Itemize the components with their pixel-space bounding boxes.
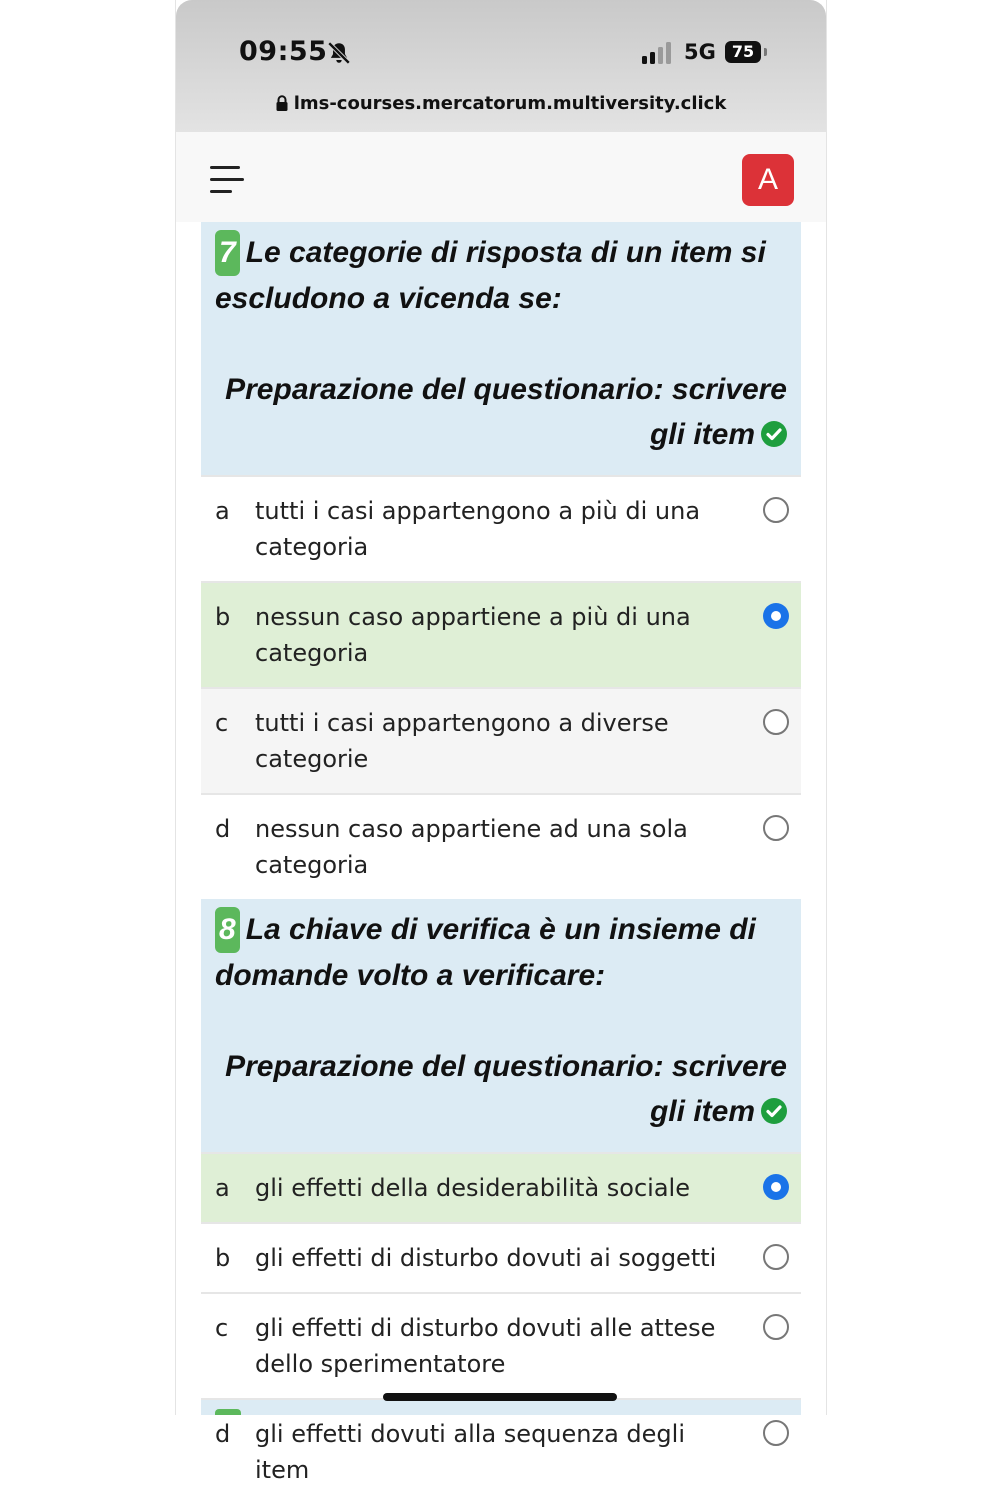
question-header (201, 222, 801, 475)
option-letter: c (215, 709, 229, 737)
question-section: Preparazione del questionario: scrivere gli item (225, 373, 787, 451)
question-text: 7 Le categorie di risposta di un item si escludono a vicenda se: (215, 230, 787, 321)
status-bar (176, 0, 826, 132)
user-avatar-button[interactable]: A (742, 154, 794, 206)
option-letter: b (215, 603, 231, 631)
option-letter: a (215, 1174, 230, 1202)
option-letter: c (215, 1314, 229, 1342)
answer-option-selected[interactable] (201, 1152, 801, 1222)
radio-button-checked[interactable] (763, 1174, 789, 1200)
option-text: nessun caso appartiene ad una sola categoria (255, 815, 688, 879)
network-type: 5G (684, 40, 716, 64)
battery-tip (764, 48, 767, 56)
answer-option[interactable] (201, 1292, 801, 1398)
lock-icon (276, 95, 288, 111)
option-letter: a (215, 497, 230, 525)
option-text: gli effetti di disturbo dovuti alle attese dello sperimentatore (255, 1314, 716, 1378)
status-time: 09:55 (239, 36, 328, 67)
question-header (201, 899, 801, 1152)
option-text: gli effetti della desiderabilità sociale (255, 1174, 690, 1202)
battery-icon: 75 (725, 41, 761, 63)
question-section: Preparazione del questionario: scrivere gli item (225, 1050, 787, 1128)
question-text: 8 La chiave di verifica è un insieme di domande volto a verificare: (215, 907, 787, 998)
radio-button[interactable] (763, 815, 789, 841)
option-text: nessun caso appartiene a più di una categoria (255, 603, 691, 667)
question-number-badge (215, 1409, 241, 1415)
url-text: lms-courses.mercatorum.multiversity.click (293, 93, 727, 114)
radio-button[interactable] (763, 709, 789, 735)
option-text: tutti i casi appartengono a diverse categorie (255, 709, 669, 773)
radio-button[interactable] (763, 1244, 789, 1270)
signal-icon (642, 42, 674, 64)
address-bar[interactable] (176, 93, 826, 114)
radio-button[interactable] (763, 1420, 789, 1446)
answer-option-selected[interactable] (201, 581, 801, 687)
radio-button-checked[interactable] (763, 603, 789, 629)
check-circle-icon (761, 421, 787, 447)
option-letter: b (215, 1244, 231, 1272)
answer-option[interactable] (201, 793, 801, 899)
phone-screen (175, 0, 827, 1484)
option-letter: d (215, 1420, 231, 1448)
quiz-content (201, 222, 801, 1504)
radio-button[interactable] (763, 497, 789, 523)
question-number-badge: 8 (215, 907, 240, 953)
answer-option[interactable] (201, 475, 801, 581)
answer-option[interactable] (201, 1222, 801, 1292)
option-text: gli effetti di disturbo dovuti ai soggetti (255, 1244, 717, 1272)
app-bar (176, 132, 826, 222)
home-indicator[interactable] (383, 1393, 617, 1401)
question-number-badge: 7 (215, 230, 240, 276)
option-text: gli effetti dovuti alla sequenza degli item (255, 1420, 685, 1484)
radio-button[interactable] (763, 1314, 789, 1340)
check-circle-icon (761, 1098, 787, 1124)
option-text: tutti i casi appartengono a più di una categoria (255, 497, 701, 561)
next-question-header (201, 1400, 801, 1415)
option-letter: d (215, 815, 231, 843)
menu-icon[interactable] (210, 166, 244, 194)
bell-slash-icon (326, 40, 352, 66)
answer-option[interactable] (201, 687, 801, 793)
